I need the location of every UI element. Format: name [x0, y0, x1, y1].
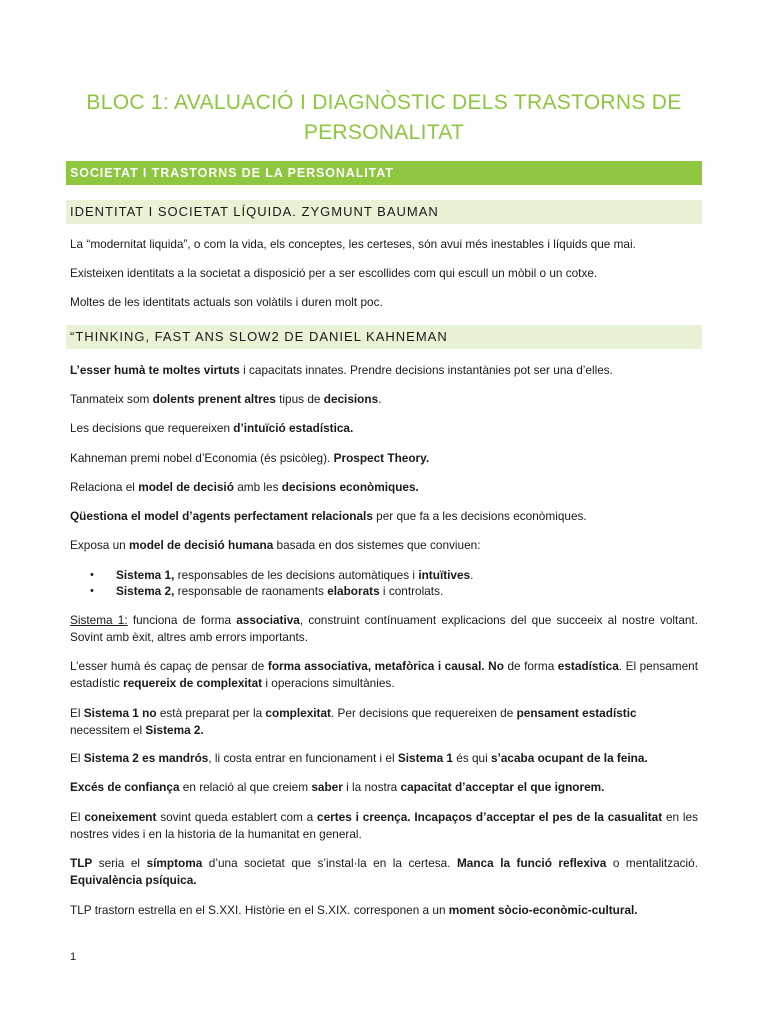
list-item: • Sistema 1, responsables de les decisions automàtiques i intuïtives.: [90, 568, 474, 582]
paragraph: Moltes de les identitats actuals son volàtils i duren molt poc.: [70, 295, 383, 309]
paragraph: El Sistema 2 es mandrós, li costa entrar en funcionament i el Sistema 1 és qui s’acaba ocupant de la feina.: [70, 751, 648, 765]
bullet-icon: •: [90, 569, 94, 581]
bullet-icon: •: [90, 585, 94, 597]
paragraph: Excés de confiança en relació al que creiem saber i la nostra capacitat d’acceptar el que ignorem.: [70, 780, 605, 794]
bullet-list: [90, 567, 690, 599]
paragraph: L’esser humà te moltes virtuts i capacitats innates. Prendre decisions instantànies pot ser una d’elles.: [70, 363, 613, 377]
paragraph: L’esser humà és capaç de pensar de forma associativa, metafòrica i causal. No de forma estadística. El pensament estadístic requereix de complexitat i operacions simultànies.: [70, 659, 698, 690]
paragraph: Tanmateix som dolents prenent altres tipus de decisions.: [70, 392, 382, 406]
section-heading: SOCIETAT I TRASTORNS DE LA PERSONALITAT: [66, 161, 702, 185]
page-title: BLOC 1: AVALUACIÓ I DIAGNÒSTIC DELS TRASTORNS DE PERSONALITAT: [86, 91, 682, 144]
subsection-heading-kahneman: “THINKING, FAST ANS SLOW2 DE DANIEL KAHNEMAN: [66, 325, 702, 349]
paragraph: Les decisions que requereixen d’intuïció estadística.: [70, 421, 354, 435]
list-item: • Sistema 2, responsable de raonaments elaborats i controlats.: [90, 584, 444, 598]
paragraph: TLP trastorn estrella en el S.XXI. Històrie en el S.XIX. corresponen a un moment sòcio-econòmic-cultural.: [70, 903, 638, 917]
paragraph: Sistema 1: funciona de forma associativa, construint contínuament explicacions del que succeeix al nostre voltant. Sovint amb èxit, altres amb errors importants.: [70, 613, 698, 644]
paragraph: Exposa un model de decisió humana basada en dos sistemes que conviuen:: [70, 538, 481, 552]
page-number: 1: [70, 951, 77, 963]
paragraph: Kahneman premi nobel d’Economia (és psicòleg). Prospect Theory.: [70, 451, 430, 465]
paragraph: Existeixen identitats a la societat a disposició per a ser escollides com qui escull un mòbil o un cotxe.: [70, 266, 598, 280]
paragraph: Relaciona el model de decisió amb les decisions econòmiques.: [70, 480, 419, 494]
subsection-heading-bauman: IDENTITAT I SOCIETAT LÍQUIDA. ZYGMUNT BAUMAN: [66, 200, 702, 224]
paragraph: El Sistema 1 no està preparat per la complexitat. Per decisions que requereixen de pensament estadístic necessitem el Sistema 2.: [70, 706, 637, 737]
paragraph: El coneixement sovint queda establert com a certes i creença. Incapaços d’acceptar el pes de la casualitat en les nostres vides i en la historia de la humanitat en general.: [70, 810, 698, 841]
paragraph: La “modernitat liquida”, o com la vida, els conceptes, les certeses, són avui més inestables i líquids que mai.: [70, 237, 636, 251]
paragraph: Qüestiona el model d’agents perfectament relacionals per que fa a les decisions econòmiques.: [70, 509, 587, 523]
paragraph: TLP seria el símptoma d’una societat que s’instal·la en la certesa. Manca la funció reflexiva o mentalització. Equivalència psíquica.: [70, 856, 699, 887]
